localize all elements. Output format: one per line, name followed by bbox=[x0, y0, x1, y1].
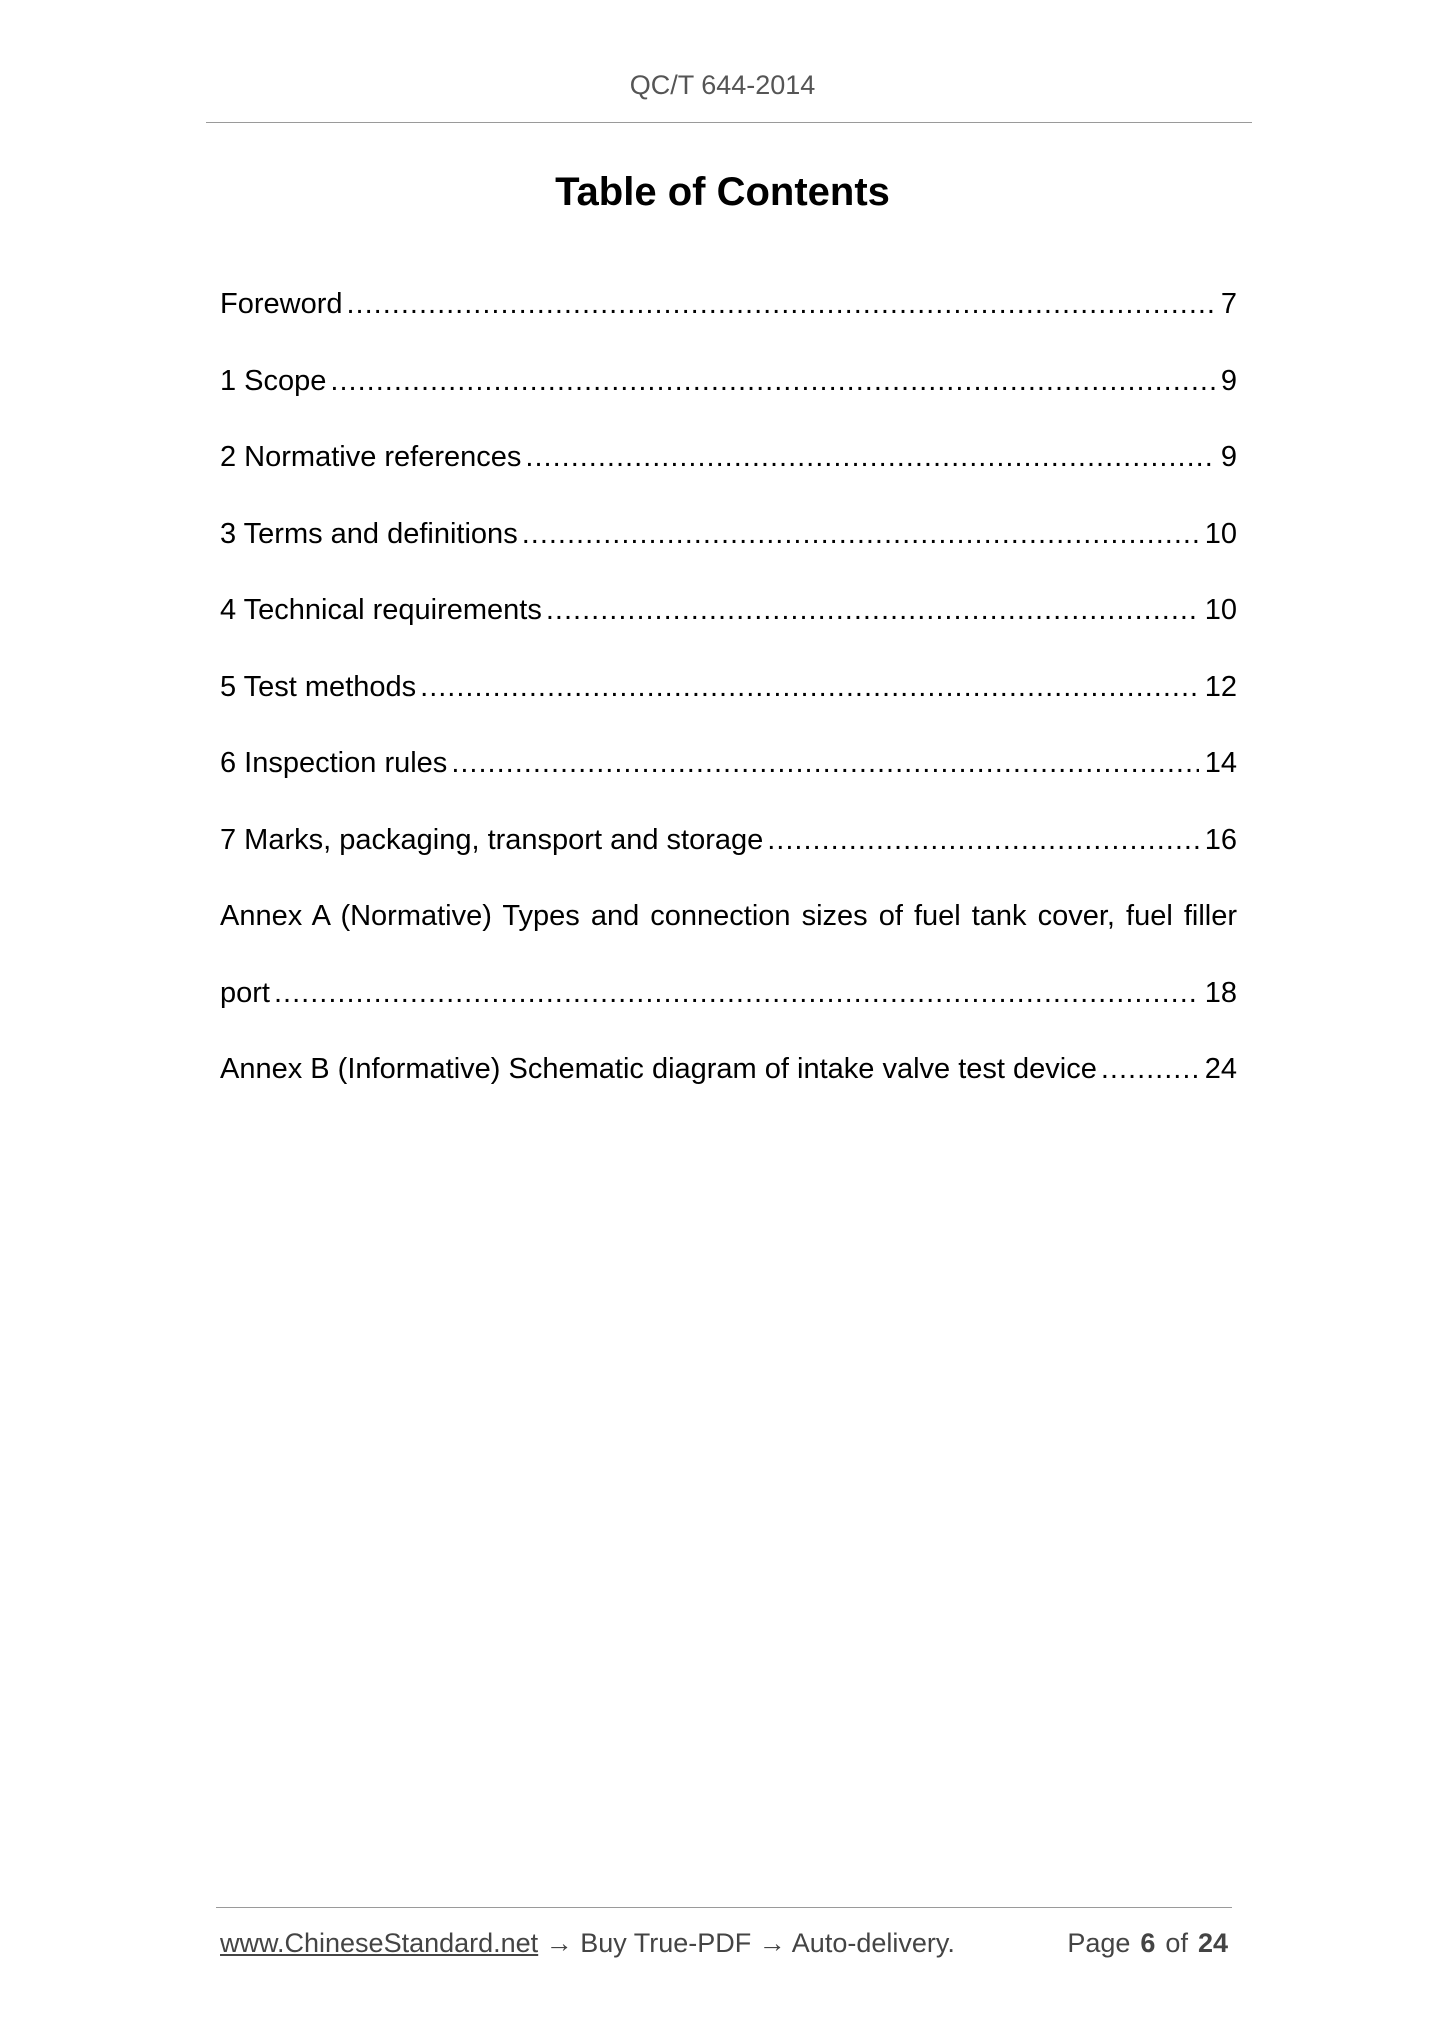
toc-entry-label: 4 Technical requirements bbox=[220, 594, 542, 626]
toc-entry-scope[interactable] bbox=[220, 365, 1237, 442]
toc-entry-page: 7 bbox=[1220, 288, 1237, 320]
dot-leader bbox=[546, 594, 1199, 627]
dot-leader bbox=[274, 977, 1199, 1010]
dot-leader bbox=[451, 747, 1198, 780]
toc-entry-annex-a[interactable] bbox=[220, 900, 1237, 977]
footer-divider bbox=[216, 1907, 1232, 1908]
dot-leader bbox=[347, 288, 1215, 321]
toc-entry-terms-and-definitions[interactable] bbox=[220, 518, 1237, 595]
toc-entry-label: 2 Normative references bbox=[220, 441, 522, 473]
toc-entry-label: 5 Test methods bbox=[220, 670, 417, 703]
toc-entry-page: 12 bbox=[1204, 670, 1237, 703]
toc-entry-foreword[interactable] bbox=[220, 288, 1237, 365]
dot-leader bbox=[522, 518, 1199, 551]
toc-entry-page: 10 bbox=[1204, 517, 1237, 550]
toc-entry-label: 3 Terms and definitions bbox=[220, 517, 518, 550]
footer-promo bbox=[220, 1928, 955, 1959]
table-of-contents bbox=[220, 288, 1237, 1130]
toc-entry-normative-references[interactable] bbox=[220, 441, 1237, 518]
toc-entry-annex-b[interactable] bbox=[220, 1053, 1237, 1130]
header-divider bbox=[206, 122, 1252, 123]
toc-entry-label: Annex A (Normative) Types and connection sizes of fuel tank cover, fuel filler bbox=[220, 900, 1237, 932]
toc-entry-page: 16 bbox=[1204, 823, 1237, 856]
arrow-right-icon: → bbox=[758, 1928, 786, 1958]
toc-entry-inspection-rules[interactable] bbox=[220, 747, 1237, 824]
toc-entry-page: 14 bbox=[1204, 747, 1237, 779]
toc-entry-label: Annex B (Informative) Schematic diagram of intake valve test device bbox=[220, 1053, 1097, 1085]
page-indicator bbox=[1067, 1928, 1228, 1959]
dot-leader bbox=[330, 365, 1214, 398]
toc-entry-marks-packaging[interactable] bbox=[220, 824, 1237, 901]
toc-entry-page: 9 bbox=[1220, 441, 1237, 473]
dot-leader bbox=[767, 824, 1198, 857]
arrow-right-icon: → bbox=[545, 1928, 573, 1958]
page-title: Table of Contents bbox=[555, 170, 890, 214]
document-code-header: QC/T 644-2014 bbox=[629, 70, 816, 100]
toc-entry-page: 9 bbox=[1220, 364, 1237, 397]
toc-entry-page: 18 bbox=[1204, 976, 1237, 1009]
toc-entry-label: Foreword bbox=[220, 288, 343, 320]
toc-entry-technical-requirements[interactable] bbox=[220, 594, 1237, 671]
buy-pdf-text: Buy True-PDF bbox=[580, 1928, 752, 1958]
website-link[interactable]: www.ChineseStandard.net bbox=[220, 1928, 539, 1958]
toc-entry-label: 7 Marks, packaging, transport and storage bbox=[220, 823, 764, 856]
dot-leader bbox=[420, 671, 1199, 704]
page-word: Page bbox=[1067, 1928, 1131, 1958]
dot-leader bbox=[1101, 1053, 1199, 1086]
total-page-count: 24 bbox=[1197, 1928, 1228, 1958]
auto-delivery-text: Auto-delivery. bbox=[791, 1928, 955, 1958]
toc-entry-page: 24 bbox=[1204, 1053, 1237, 1085]
dot-leader bbox=[525, 441, 1214, 474]
toc-entry-page: 10 bbox=[1204, 594, 1237, 626]
toc-entry-test-methods[interactable] bbox=[220, 671, 1237, 748]
of-word: of bbox=[1165, 1928, 1188, 1958]
toc-entry-label: 1 Scope bbox=[220, 364, 327, 397]
toc-entry-label-continued: port bbox=[220, 976, 270, 1009]
toc-entry-annex-a-continued[interactable] bbox=[220, 977, 1237, 1054]
toc-entry-label: 6 Inspection rules bbox=[220, 747, 448, 779]
current-page-number: 6 bbox=[1140, 1928, 1156, 1958]
